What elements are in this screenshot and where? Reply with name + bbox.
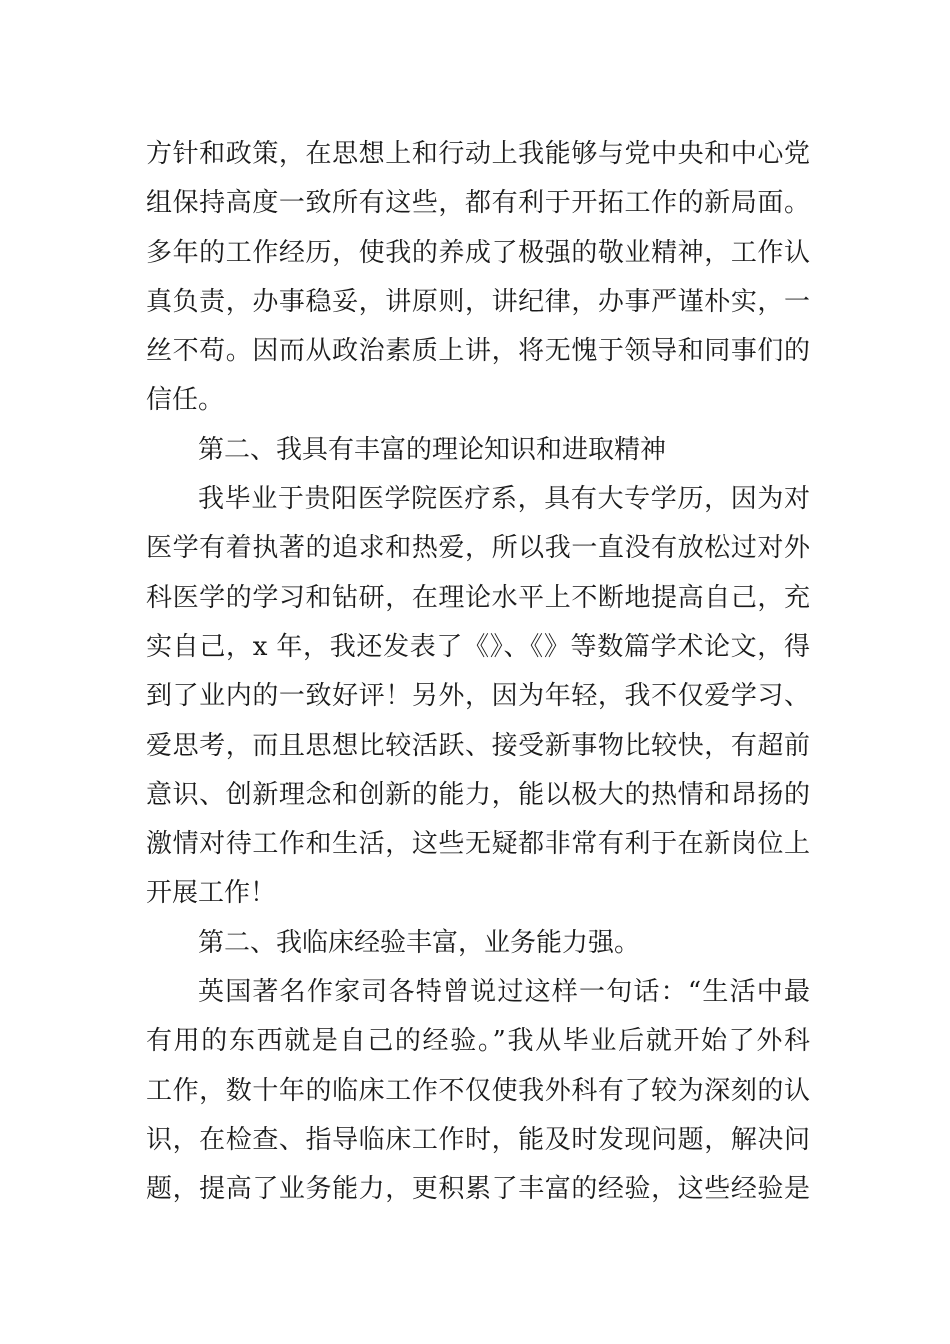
- body-text: [146, 130, 810, 1215]
- text-line: 开展工作！: [146, 878, 277, 909]
- text-line: 丝不苟。因而从政治素质上讲，将无愧于领导和同事们的: [146, 336, 810, 367]
- text-line: 组保持高度一致所有这些，都有利于开拓工作的新局面。: [146, 188, 810, 219]
- text-line: 工作，数十年的临床工作不仅使我外科有了较为深刻的认: [146, 1075, 810, 1106]
- text-line: 到了业内的一致好评！另外，因为年轻，我不仅爱学习、: [146, 681, 810, 712]
- text-line: 实自己，x 年，我还发表了《》、《》等数篇学术论文，得: [146, 631, 810, 662]
- text-line: 医学有着执著的追求和热爱，所以我一直没有放松过对外: [146, 533, 810, 564]
- text-line: 多年的工作经历，使我的养成了极强的敬业精神，工作认: [146, 237, 810, 268]
- text-line: 识，在检查、指导临床工作时，能及时发现问题，解决问: [146, 1124, 810, 1155]
- text-line: 题，提高了业务能力，更积累了丰富的经验，这些经验是: [146, 1174, 810, 1205]
- text-line: 方针和政策，在思想上和行动上我能够与党中央和中心党: [146, 139, 810, 169]
- section-heading: 第二、我临床经验丰富，业务能力强。: [198, 927, 641, 958]
- text-line: 真负责，办事稳妥，讲原则，讲纪律，办事严谨朴实，一: [146, 286, 810, 317]
- text-line: 我毕业于贵阳医学院医疗系，具有大专学历，因为对: [198, 484, 810, 515]
- text-line: 有用的东西就是自己的经验。”我从毕业后就开始了外科: [146, 1026, 810, 1057]
- text-line: 激情对待工作和生活，这些无疑都非常有利于在新岗位上: [146, 829, 810, 860]
- text-line: 信任。: [146, 385, 225, 416]
- section-heading: 第二、我具有丰富的理论知识和进取精神: [198, 434, 667, 465]
- text-line: 爱思考，而且思想比较活跃、接受新事物比较快，有超前: [146, 730, 810, 761]
- text-line: 意识、创新理念和创新的能力，能以极大的热情和昂扬的: [146, 779, 810, 810]
- text-line: 英国著名作家司各特曾说过这样一句话：“生活中最: [198, 977, 810, 1008]
- text-line: 科医学的学习和钻研，在理论水平上不断地提高自己，充: [146, 582, 810, 613]
